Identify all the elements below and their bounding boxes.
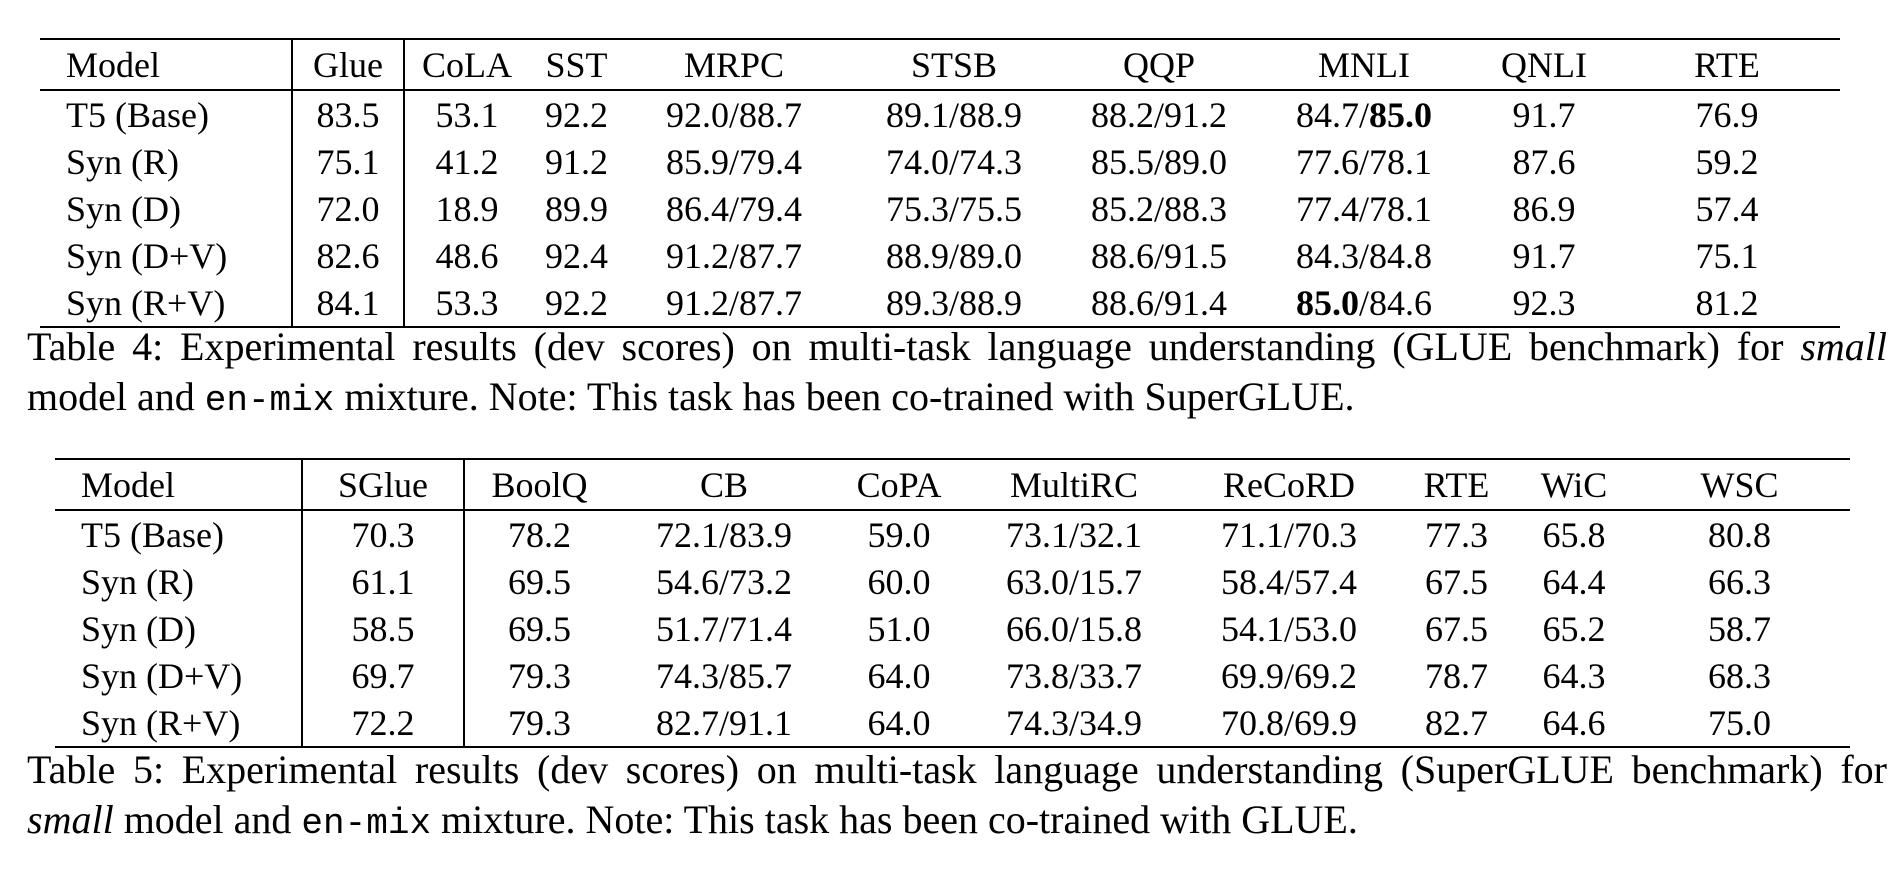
table-5-header: SGlue [302, 459, 464, 510]
table-cell: 64.3 [1542, 655, 1606, 696]
model-name: Syn (R+V) [55, 699, 302, 747]
model-name: Syn (R+V) [40, 279, 292, 327]
model-name: Syn (R) [55, 558, 302, 605]
caption-text: Table 5: Experimental results (dev scores) on multi-task language understanding (SuperGLUE benchmark) for [27, 747, 1887, 792]
table-cell: 54.6/73.2 [655, 561, 792, 602]
table-cell: 88.6/91.5 [1090, 235, 1227, 276]
table-row [40, 90, 1840, 138]
table-4-header: Model [40, 39, 292, 90]
table-5-header: CB [699, 464, 749, 505]
table-cell: 70.8/69.9 [1220, 702, 1357, 743]
table-4-header: Glue [292, 39, 404, 90]
table-cell: 66.0/15.8 [1005, 608, 1142, 649]
table-cell: 48.6 [435, 235, 499, 276]
table-cell: 69.7 [302, 652, 464, 699]
caption-text: model and [113, 797, 302, 842]
table-5-header: ReCoRD [1222, 464, 1355, 505]
table-cell: 92.0/88.7 [665, 94, 802, 135]
caption-italic: small [27, 797, 114, 842]
cell-part: 84.7/ [1295, 94, 1369, 135]
table-cell: 59.0 [867, 514, 931, 555]
table-cell: 84.3/84.8 [1295, 235, 1432, 276]
caption-text: model and [27, 374, 205, 419]
table-5-header: WSC [1700, 464, 1779, 505]
cell-part-best: 85.0 [1369, 94, 1432, 135]
table-4-header: CoLA [422, 44, 512, 85]
caption-text: mixture. Note: This task has been co-trained with SuperGLUE. [334, 374, 1355, 419]
model-name: Syn (D+V) [55, 652, 302, 699]
table-4-header: SST [545, 44, 608, 85]
table-4-header: QNLI [1501, 44, 1587, 85]
table-cell: 91.2/87.7 [665, 282, 802, 323]
table-5 [55, 458, 1850, 748]
table-cell: 92.2 [545, 94, 608, 135]
table-cell: 92.2 [545, 282, 608, 323]
table-4-header: MNLI [1318, 44, 1410, 85]
table-cell: 91.2 [545, 141, 608, 182]
table-cell: 72.1/83.9 [655, 514, 792, 555]
table-row [40, 232, 1840, 279]
table-4 [40, 38, 1840, 328]
table-cell: 66.3 [1708, 561, 1771, 602]
cell-part: /84.6 [1358, 282, 1432, 323]
caption-mono: en-mix [301, 803, 432, 844]
table-cell: 85.2/88.3 [1090, 188, 1227, 229]
table-5-header: WiC [1540, 464, 1608, 505]
table-cell: 69.9/69.2 [1220, 655, 1357, 696]
table-cell: 83.5 [292, 90, 404, 138]
table-cell: 89.9 [545, 188, 608, 229]
caption-text: mixture. Note: This task has been co-trained with GLUE. [431, 797, 1358, 842]
table-cell: 79.3 [508, 655, 571, 696]
table-5-header: BoolQ [491, 464, 588, 505]
table-cell: 88.6/91.4 [1090, 282, 1227, 323]
table-cell: 74.3/85.7 [655, 655, 792, 696]
caption-mono: en-mix [204, 380, 335, 421]
caption-text: Table 4: Experimental results (dev scores) on multi-task language understanding (GLUE benchmark) for [27, 324, 1801, 369]
table-row [55, 605, 1850, 652]
table-cell: 88.9/89.0 [885, 235, 1022, 276]
table-cell: 73.1/32.1 [1005, 514, 1142, 555]
table-cell: 75.3/75.5 [885, 188, 1022, 229]
table-cell: 53.1 [435, 94, 499, 135]
table-cell: 81.2 [1695, 282, 1759, 323]
table-cell: 69.5 [508, 608, 571, 649]
table-cell: 70.3 [302, 510, 464, 558]
table-row [55, 510, 1850, 558]
table-cell: 65.2 [1542, 608, 1606, 649]
table-cell: 64.0 [867, 655, 931, 696]
table-4-caption [27, 322, 1887, 426]
table-cell: 59.2 [1695, 141, 1759, 182]
table-5-header: RTE [1423, 464, 1490, 505]
table-cell: 72.2 [302, 699, 464, 747]
table-cell: 88.2/91.2 [1090, 94, 1227, 135]
table-cell: 74.3/34.9 [1005, 702, 1142, 743]
table-4-header: MRPC [683, 44, 785, 85]
table-row [55, 699, 1850, 747]
table-row [40, 138, 1840, 185]
table-cell [1254, 90, 1474, 138]
table-cell: 57.4 [1695, 188, 1759, 229]
table-cell: 82.7 [1425, 702, 1488, 743]
table-cell: 87.6 [1512, 141, 1576, 182]
table-4-header: QQP [1122, 44, 1196, 85]
table-cell: 86.4/79.4 [665, 188, 802, 229]
table-cell: 51.7/71.4 [655, 608, 792, 649]
table-cell: 61.1 [302, 558, 464, 605]
table-cell: 68.3 [1708, 655, 1771, 696]
table-cell: 78.2 [508, 514, 571, 555]
caption-italic: small [1800, 324, 1887, 369]
table-cell: 54.1/53.0 [1220, 608, 1357, 649]
table-cell: 92.3 [1512, 282, 1576, 323]
table-cell: 65.8 [1542, 514, 1606, 555]
model-name: Syn (D) [55, 605, 302, 652]
table-cell: 64.6 [1542, 702, 1606, 743]
table-cell: 85.5/89.0 [1090, 141, 1227, 182]
table-cell: 89.1/88.9 [885, 94, 1022, 135]
cell-part-best: 85.0 [1295, 282, 1359, 323]
table-cell: 77.3 [1425, 514, 1488, 555]
table-cell: 75.1 [292, 138, 404, 185]
table-cell: 85.9/79.4 [665, 141, 802, 182]
table-row [40, 279, 1840, 327]
table-cell: 67.5 [1425, 561, 1488, 602]
table-cell: 86.9 [1512, 188, 1576, 229]
table-cell: 67.5 [1425, 608, 1488, 649]
table-cell: 77.6/78.1 [1295, 141, 1432, 182]
table-cell: 91.2/87.7 [665, 235, 802, 276]
table-cell: 60.0 [867, 561, 931, 602]
table-cell: 75.1 [1695, 235, 1759, 276]
table-cell: 84.1 [292, 279, 404, 327]
model-name: T5 (Base) [55, 510, 302, 558]
table-cell: 92.4 [545, 235, 608, 276]
table-cell: 89.3/88.9 [885, 282, 1022, 323]
table-cell: 80.8 [1708, 514, 1771, 555]
table-cell: 72.0 [292, 185, 404, 232]
table-cell: 77.4/78.1 [1295, 188, 1432, 229]
table-cell: 58.4/57.4 [1220, 561, 1357, 602]
table-row [55, 652, 1850, 699]
table-5-header: MultiRC [1009, 464, 1139, 505]
table-4-header: STSB [910, 44, 998, 85]
table-cell: 51.0 [867, 608, 931, 649]
table-cell: 76.9 [1695, 94, 1759, 135]
table-cell: 75.0 [1708, 702, 1771, 743]
table-5-header: Model [55, 459, 302, 510]
table-5-caption [27, 745, 1887, 849]
table-cell: 58.7 [1708, 608, 1771, 649]
table-cell: 69.5 [508, 561, 571, 602]
model-name: T5 (Base) [40, 90, 292, 138]
table-row [55, 558, 1850, 605]
table-4-header-row [40, 39, 1840, 90]
table-cell: 18.9 [435, 188, 499, 229]
table-cell: 58.5 [302, 605, 464, 652]
table-cell: 53.3 [435, 282, 499, 323]
table-cell: 79.3 [508, 702, 571, 743]
table-cell: 82.6 [292, 232, 404, 279]
table-cell: 91.7 [1512, 235, 1576, 276]
table-cell: 91.7 [1512, 94, 1576, 135]
table-cell: 64.4 [1542, 561, 1606, 602]
model-name: Syn (R) [40, 138, 292, 185]
table-cell [1254, 279, 1474, 327]
table-4-header: RTE [1694, 44, 1760, 85]
table-cell: 78.7 [1425, 655, 1488, 696]
table-5-header-row [55, 459, 1850, 510]
table-cell: 71.1/70.3 [1220, 514, 1357, 555]
table-cell: 41.2 [435, 141, 499, 182]
table-cell: 73.8/33.7 [1005, 655, 1142, 696]
table-cell: 74.0/74.3 [885, 141, 1022, 182]
model-name: Syn (D+V) [40, 232, 292, 279]
model-name: Syn (D) [40, 185, 292, 232]
table-row [40, 185, 1840, 232]
table-cell: 64.0 [867, 702, 931, 743]
table-cell: 82.7/91.1 [655, 702, 792, 743]
table-cell: 63.0/15.7 [1005, 561, 1142, 602]
table-5-header: CoPA [856, 464, 942, 505]
